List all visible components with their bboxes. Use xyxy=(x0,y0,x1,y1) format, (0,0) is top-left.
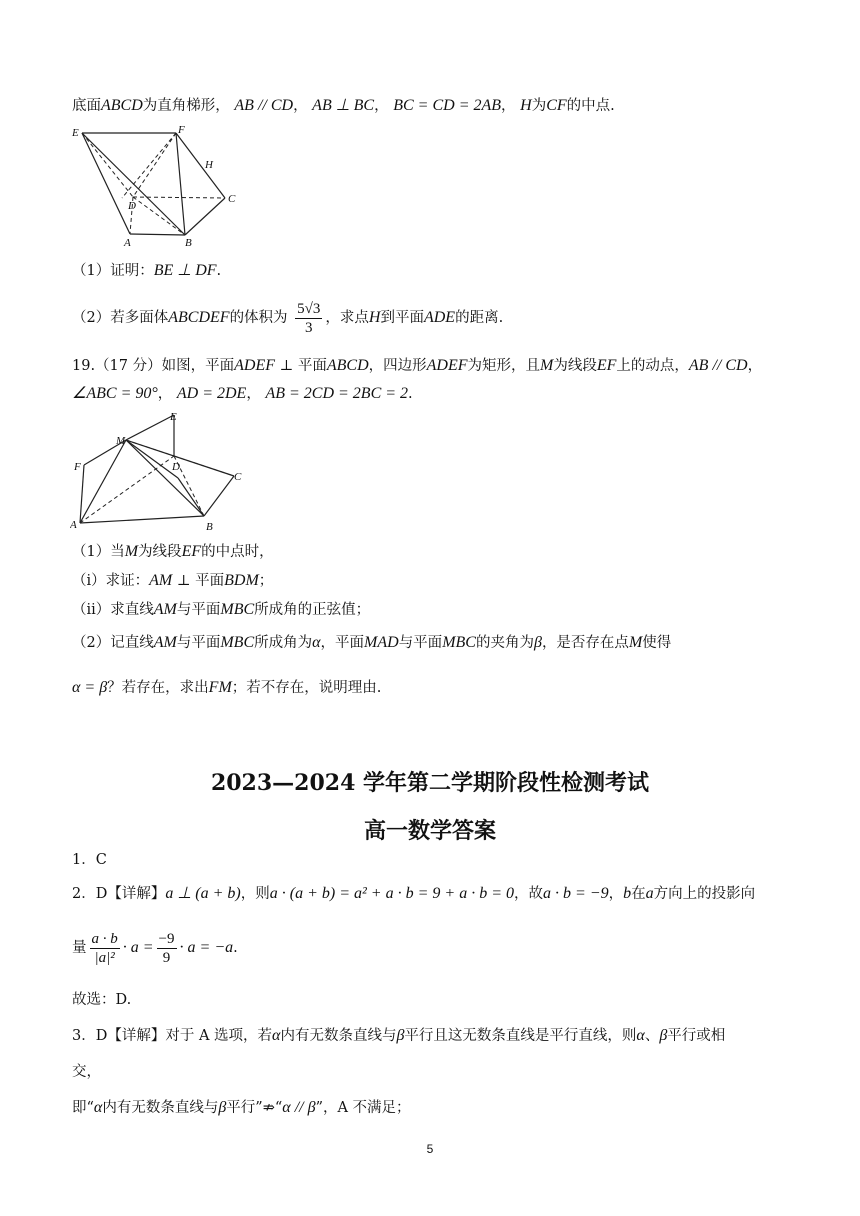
answer-2-line2: 量 $\frac{a \cdot b}{\text{|a|²}}$ · a = $\frac{-9}{9}$ · a = −a. xyxy=(72,930,238,966)
answer-sheet-subtitle: 高一数学答案 xyxy=(363,818,496,844)
q19-part1: （1）当M为线段EF的中点时， xyxy=(72,543,274,560)
projection-value-fraction: $\frac{-9}{9}$ xyxy=(158,930,175,966)
label-B: B xyxy=(206,521,213,533)
label-M: M xyxy=(116,435,126,447)
label-B: B xyxy=(185,237,192,249)
answer-2-line1: 2．D【详解】a ⊥ (a + b)，则a · (a + b) = a² + a · b = 9 + a · b = 0，故a · b = −9，b在a方向上的投影向 xyxy=(72,885,756,902)
q19-part2-cont: α = β？若存在，求出FM；若不存在，说明理由. xyxy=(72,679,382,696)
label-F: F xyxy=(74,461,81,473)
projection-fraction: $\frac{a \cdot b}{\text{|a|²}}$ xyxy=(91,930,118,966)
q18-condition-line: 底面ABCD为直角梯形， AB // CD， AB ⊥ BC， BC = CD = 2AB， H为CF的中点. xyxy=(72,97,615,114)
q19-solid-figure xyxy=(70,408,250,536)
volume-fraction: $\frac{5√3}{3}$ xyxy=(297,300,321,336)
q19-part1-ii: （ii）求直线AM与平面MBC所成角的正弦值； xyxy=(72,601,371,618)
q19-statement-line1: 19.（17 分）如图，平面ADEF ⊥ 平面ABCD，四边形ADEF为矩形，且M为线段EF上的动点，AB // CD， xyxy=(72,357,763,374)
label-C: C xyxy=(234,471,242,483)
answer-2-line3: 故选：D. xyxy=(72,992,132,1008)
q18-part1: （1）证明：BE ⊥ DF. xyxy=(72,262,222,279)
label-E: E xyxy=(72,127,79,139)
label-A: A xyxy=(124,237,131,249)
label-E: E xyxy=(170,411,177,423)
page-number: 5 xyxy=(426,1142,434,1156)
label-D: D xyxy=(128,200,136,212)
answer-sheet-title: 2023—2024 学年第二学期阶段性检测考试 xyxy=(210,770,650,796)
answer-3-line1: 3．D【详解】对于 A 选项，若α内有无数条直线与β平行且这无数条直线是平行直线，则α、β平行或相 xyxy=(72,1027,726,1044)
label-D: D xyxy=(172,461,180,473)
q19-part1-i: （i）求证：AM ⊥ 平面BDM； xyxy=(72,572,274,589)
q18-polyhedron-figure xyxy=(70,124,250,254)
label-F: F xyxy=(178,124,185,136)
label-C: C xyxy=(228,193,236,205)
answer-1: 1．C xyxy=(72,852,107,868)
answer-3-line2: 交， xyxy=(72,1064,101,1080)
label-A: A xyxy=(70,519,77,531)
answer-3-line3: 即“α内有无数条直线与β平行”⇏“α // β”，A 不满足； xyxy=(72,1099,411,1116)
label-H: H xyxy=(205,159,213,171)
q19-statement-line2: ∠ABC = 90°， AD = 2DE， AB = 2CD = 2BC = 2. xyxy=(72,385,413,402)
q18-part2: （2）若多面体ABCDEF的体积为 $\frac{5√3}{3}$ ，求点H到平面ADE的距离. xyxy=(72,300,504,336)
q19-part2: （2）记直线AM与平面MBC所成角为α，平面MAD与平面MBC的夹角为β，是否存在点M使得 xyxy=(72,634,672,651)
